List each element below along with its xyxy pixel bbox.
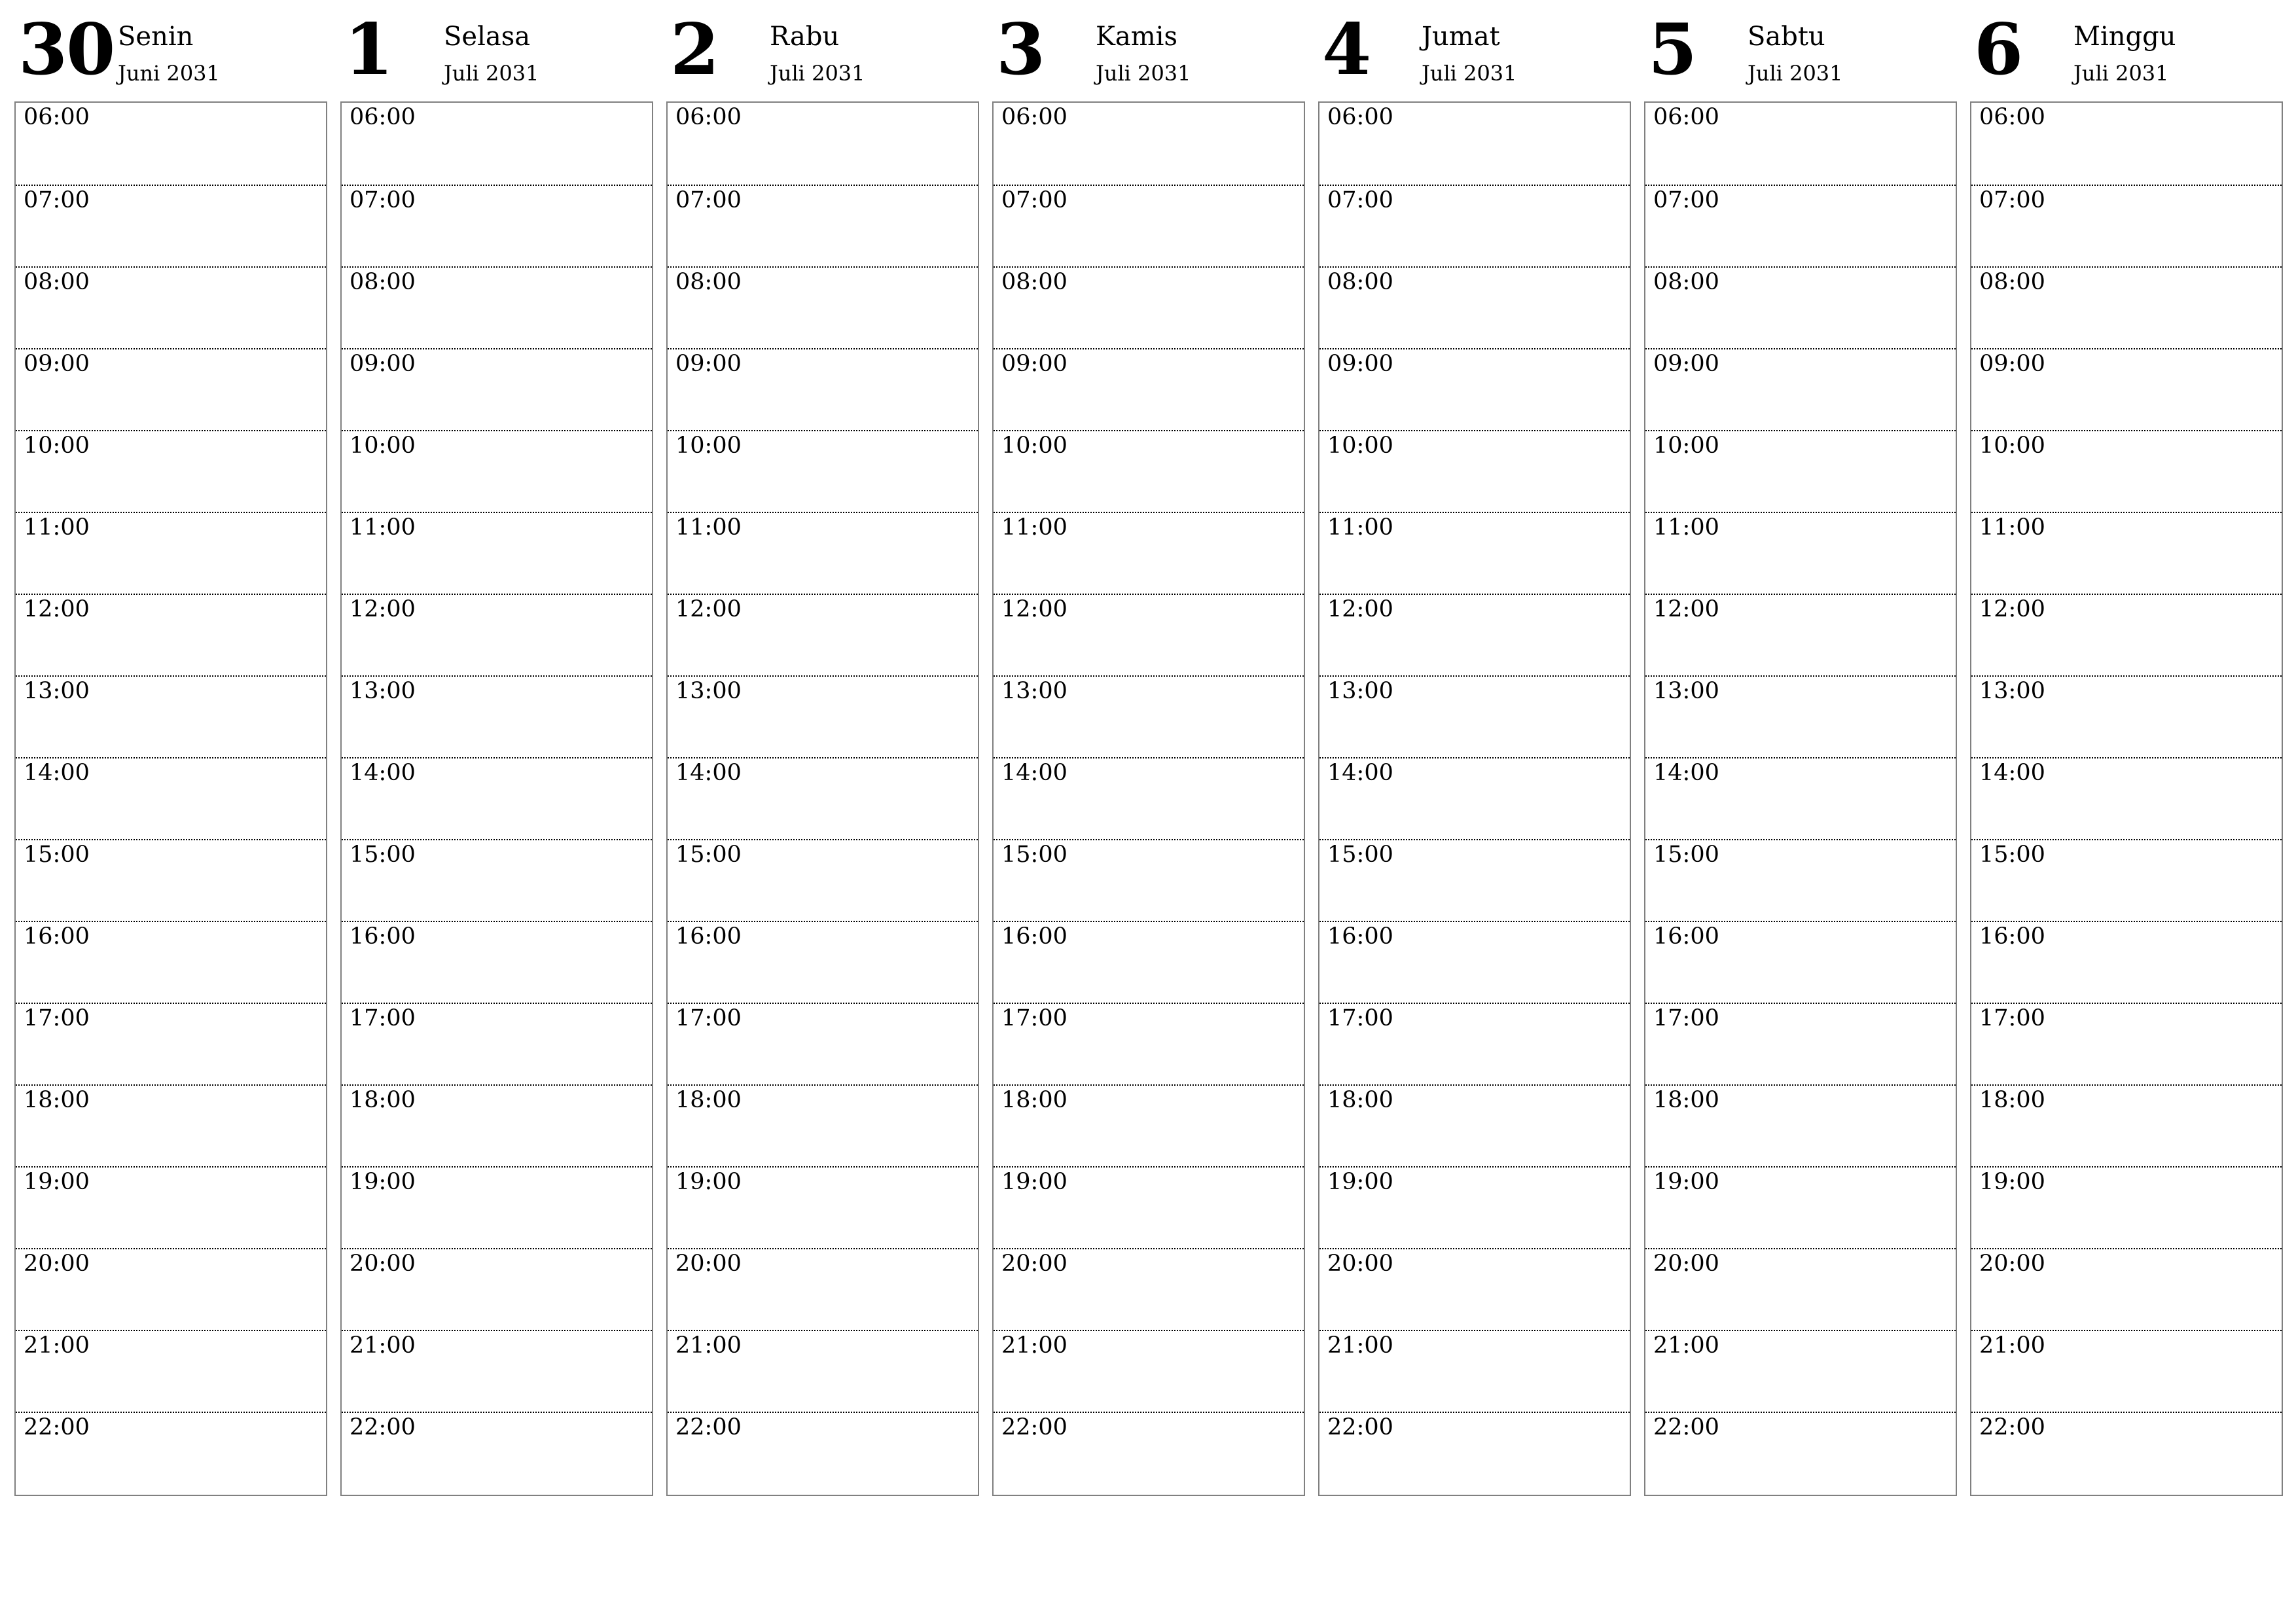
- day-column: [1644, 0, 1957, 1440]
- time-slot[interactable]: [16, 1003, 326, 1084]
- time-slot[interactable]: [16, 1166, 326, 1248]
- time-label: 07:00: [1001, 187, 1067, 213]
- time-label: 16:00: [1327, 923, 1393, 950]
- time-label: 22:00: [1653, 1414, 1719, 1440]
- time-slot[interactable]: [1319, 430, 1630, 512]
- day-schedule-box: [1644, 101, 1957, 1496]
- time-slot[interactable]: [16, 1248, 326, 1330]
- time-slot[interactable]: [16, 430, 326, 512]
- time-slot[interactable]: [1319, 1412, 1630, 1493]
- day-schedule-box: [666, 101, 979, 1496]
- time-label: 20:00: [1979, 1251, 2045, 1277]
- day-month: Juli 2031: [2073, 61, 2169, 86]
- time-slot[interactable]: [668, 185, 978, 266]
- time-slot[interactable]: [1645, 1412, 1956, 1493]
- time-slot[interactable]: [668, 512, 978, 594]
- time-slot[interactable]: [1971, 839, 2282, 921]
- time-slot[interactable]: [342, 839, 652, 921]
- time-label: 06:00: [1001, 104, 1067, 130]
- time-slot[interactable]: [1645, 185, 1956, 266]
- time-slot[interactable]: [342, 430, 652, 512]
- time-slot[interactable]: [1645, 103, 1956, 185]
- time-label: 14:00: [350, 760, 416, 786]
- time-label: 08:00: [350, 269, 416, 295]
- time-slot[interactable]: [342, 1003, 652, 1084]
- time-label: 12:00: [1979, 596, 2045, 622]
- time-label: 11:00: [1653, 514, 1719, 541]
- time-slot[interactable]: [1645, 757, 1956, 839]
- time-label: 21:00: [24, 1332, 90, 1359]
- time-label: 07:00: [1653, 187, 1719, 213]
- day-name: Kamis: [1096, 22, 1177, 52]
- time-label: 21:00: [1327, 1332, 1393, 1359]
- time-label: 13:00: [1653, 678, 1719, 704]
- time-slot[interactable]: [1971, 348, 2282, 430]
- time-label: 07:00: [1327, 187, 1393, 213]
- time-slot[interactable]: [668, 757, 978, 839]
- time-label: 09:00: [1001, 351, 1067, 377]
- time-slot[interactable]: [16, 103, 326, 185]
- day-column: [1318, 0, 1631, 1440]
- time-label: 10:00: [1327, 433, 1393, 459]
- time-label: 11:00: [1001, 514, 1067, 541]
- time-slot[interactable]: [16, 921, 326, 1003]
- time-slot[interactable]: [994, 757, 1304, 839]
- day-month: Juli 2031: [1748, 61, 1843, 86]
- day-number: 2: [670, 9, 719, 91]
- time-slot[interactable]: [1319, 1003, 1630, 1084]
- time-slot[interactable]: [1645, 675, 1956, 757]
- time-label: 14:00: [24, 760, 90, 786]
- time-label: 21:00: [1001, 1332, 1067, 1359]
- time-slot[interactable]: [1319, 757, 1630, 839]
- time-label: 11:00: [1979, 514, 2045, 541]
- time-label: 19:00: [1001, 1169, 1067, 1195]
- time-label: 16:00: [1653, 923, 1719, 950]
- time-slot[interactable]: [342, 185, 652, 266]
- time-label: 17:00: [24, 1005, 90, 1031]
- day-month: Juli 2031: [1096, 61, 1191, 86]
- day-number: 4: [1322, 9, 1371, 91]
- day-header: [14, 0, 327, 101]
- day-header: [340, 0, 653, 101]
- time-slot[interactable]: [1319, 675, 1630, 757]
- time-label: 07:00: [350, 187, 416, 213]
- time-slot[interactable]: [1971, 266, 2282, 348]
- time-slot[interactable]: [1645, 1330, 1956, 1412]
- time-label: 15:00: [1327, 842, 1393, 868]
- time-label: 06:00: [350, 104, 416, 130]
- time-label: 10:00: [350, 433, 416, 459]
- time-slot[interactable]: [1319, 839, 1630, 921]
- time-slot[interactable]: [994, 348, 1304, 430]
- time-slot[interactable]: [1645, 594, 1956, 675]
- time-label: 09:00: [350, 351, 416, 377]
- time-label: 19:00: [1653, 1169, 1719, 1195]
- time-label: 13:00: [350, 678, 416, 704]
- day-header: [666, 0, 979, 101]
- time-label: 20:00: [24, 1251, 90, 1277]
- time-label: 12:00: [1327, 596, 1393, 622]
- day-name: Minggu: [2073, 22, 2176, 52]
- time-slot[interactable]: [1645, 430, 1956, 512]
- time-slot[interactable]: [1319, 1084, 1630, 1166]
- time-slot[interactable]: [1319, 594, 1630, 675]
- time-slot[interactable]: [342, 266, 652, 348]
- time-slot[interactable]: [994, 1248, 1304, 1330]
- time-slot[interactable]: [1971, 921, 2282, 1003]
- time-slot[interactable]: [668, 675, 978, 757]
- time-label: 06:00: [24, 104, 90, 130]
- time-slot[interactable]: [1971, 1084, 2282, 1166]
- time-slot[interactable]: [668, 921, 978, 1003]
- time-label: 08:00: [24, 269, 90, 295]
- time-slot[interactable]: [1971, 1248, 2282, 1330]
- time-slot[interactable]: [342, 757, 652, 839]
- time-slot[interactable]: [16, 348, 326, 430]
- time-label: 22:00: [24, 1414, 90, 1440]
- time-label: 21:00: [1979, 1332, 2045, 1359]
- day-number: 6: [1974, 9, 2022, 91]
- time-label: 15:00: [675, 842, 742, 868]
- time-label: 13:00: [24, 678, 90, 704]
- time-label: 14:00: [1979, 760, 2045, 786]
- day-header: [1644, 0, 1957, 101]
- time-label: 09:00: [1653, 351, 1719, 377]
- time-label: 07:00: [1979, 187, 2045, 213]
- day-number: 1: [344, 9, 393, 91]
- day-name: Selasa: [444, 22, 531, 52]
- time-slot[interactable]: [1971, 757, 2282, 839]
- time-slot[interactable]: [1319, 1330, 1630, 1412]
- time-label: 09:00: [24, 351, 90, 377]
- time-slot[interactable]: [994, 1330, 1304, 1412]
- time-label: 18:00: [350, 1087, 416, 1113]
- time-label: 12:00: [675, 596, 742, 622]
- time-label: 10:00: [1979, 433, 2045, 459]
- time-slot[interactable]: [1319, 348, 1630, 430]
- time-label: 17:00: [1327, 1005, 1393, 1031]
- time-slot[interactable]: [342, 675, 652, 757]
- time-label: 21:00: [350, 1332, 416, 1359]
- time-label: 20:00: [675, 1251, 742, 1277]
- day-schedule-box: [340, 101, 653, 1496]
- time-slot[interactable]: [994, 185, 1304, 266]
- time-slot[interactable]: [994, 266, 1304, 348]
- day-name: Rabu: [770, 22, 840, 52]
- time-label: 12:00: [1001, 596, 1067, 622]
- time-label: 13:00: [675, 678, 742, 704]
- time-label: 19:00: [350, 1169, 416, 1195]
- time-label: 12:00: [350, 596, 416, 622]
- time-label: 17:00: [675, 1005, 742, 1031]
- time-slot[interactable]: [1645, 1248, 1956, 1330]
- time-label: 22:00: [675, 1414, 742, 1440]
- time-slot[interactable]: [342, 1084, 652, 1166]
- time-slot[interactable]: [994, 1084, 1304, 1166]
- time-label: 19:00: [1979, 1169, 2045, 1195]
- time-label: 20:00: [350, 1251, 416, 1277]
- time-slot[interactable]: [1971, 594, 2282, 675]
- time-label: 18:00: [1979, 1087, 2045, 1113]
- day-schedule-box: [1970, 101, 2283, 1496]
- time-label: 06:00: [1653, 104, 1719, 130]
- time-label: 08:00: [1001, 269, 1067, 295]
- time-label: 08:00: [1979, 269, 2045, 295]
- time-slot[interactable]: [16, 512, 326, 594]
- day-name: Senin: [118, 22, 194, 52]
- time-slot[interactable]: [668, 1084, 978, 1166]
- day-number: 3: [996, 9, 1045, 91]
- time-slot[interactable]: [1645, 1084, 1956, 1166]
- time-label: 15:00: [1001, 842, 1067, 868]
- time-label: 13:00: [1327, 678, 1393, 704]
- time-slot[interactable]: [994, 921, 1304, 1003]
- time-slot[interactable]: [16, 1330, 326, 1412]
- time-label: 09:00: [1979, 351, 2045, 377]
- time-label: 14:00: [1001, 760, 1067, 786]
- time-label: 11:00: [24, 514, 90, 541]
- time-label: 10:00: [1001, 433, 1067, 459]
- time-slot[interactable]: [994, 1412, 1304, 1493]
- time-slot[interactable]: [994, 594, 1304, 675]
- time-label: 19:00: [24, 1169, 90, 1195]
- time-label: 22:00: [1327, 1414, 1393, 1440]
- time-slot[interactable]: [1645, 1166, 1956, 1248]
- time-slot[interactable]: [994, 430, 1304, 512]
- time-label: 19:00: [675, 1169, 742, 1195]
- time-label: 14:00: [675, 760, 742, 786]
- time-slot[interactable]: [1971, 1003, 2282, 1084]
- time-label: 08:00: [675, 269, 742, 295]
- time-label: 09:00: [675, 351, 742, 377]
- time-slot[interactable]: [1645, 921, 1956, 1003]
- time-label: 12:00: [1653, 596, 1719, 622]
- time-label: 21:00: [1653, 1332, 1719, 1359]
- time-label: 11:00: [675, 514, 742, 541]
- time-label: 10:00: [24, 433, 90, 459]
- time-slot[interactable]: [668, 1166, 978, 1248]
- time-slot[interactable]: [1319, 1248, 1630, 1330]
- time-slot[interactable]: [1645, 348, 1956, 430]
- time-slot[interactable]: [668, 1412, 978, 1493]
- time-slot[interactable]: [1319, 266, 1630, 348]
- time-label: 20:00: [1327, 1251, 1393, 1277]
- time-slot[interactable]: [1645, 839, 1956, 921]
- time-slot[interactable]: [1971, 1166, 2282, 1248]
- time-slot[interactable]: [16, 1084, 326, 1166]
- time-slot[interactable]: [668, 1248, 978, 1330]
- time-slot[interactable]: [1971, 103, 2282, 185]
- day-number: 30: [18, 9, 115, 91]
- time-slot[interactable]: [1971, 512, 2282, 594]
- time-slot[interactable]: [16, 757, 326, 839]
- time-slot[interactable]: [16, 266, 326, 348]
- time-label: 18:00: [24, 1087, 90, 1113]
- time-label: 17:00: [1653, 1005, 1719, 1031]
- time-label: 16:00: [350, 923, 416, 950]
- time-slot[interactable]: [994, 103, 1304, 185]
- time-slot[interactable]: [1971, 430, 2282, 512]
- time-label: 16:00: [1001, 923, 1067, 950]
- time-label: 18:00: [1653, 1087, 1719, 1113]
- time-slot[interactable]: [342, 594, 652, 675]
- time-label: 06:00: [1979, 104, 2045, 130]
- time-label: 06:00: [675, 104, 742, 130]
- time-label: 15:00: [1979, 842, 2045, 868]
- time-slot[interactable]: [1645, 1003, 1956, 1084]
- time-label: 20:00: [1653, 1251, 1719, 1277]
- time-slot[interactable]: [994, 1003, 1304, 1084]
- time-slot[interactable]: [1319, 185, 1630, 266]
- time-slot[interactable]: [1319, 103, 1630, 185]
- day-header: [992, 0, 1305, 101]
- time-label: 22:00: [1001, 1414, 1067, 1440]
- time-slot[interactable]: [342, 1248, 652, 1330]
- day-column: [992, 0, 1305, 1440]
- time-label: 14:00: [1653, 760, 1719, 786]
- time-label: 17:00: [1979, 1005, 2045, 1031]
- time-slot[interactable]: [668, 839, 978, 921]
- day-schedule-box: [1318, 101, 1631, 1496]
- time-label: 10:00: [675, 433, 742, 459]
- time-slot[interactable]: [994, 512, 1304, 594]
- time-label: 07:00: [675, 187, 742, 213]
- time-label: 22:00: [350, 1414, 416, 1440]
- time-slot[interactable]: [994, 839, 1304, 921]
- day-schedule-box: [14, 101, 327, 1496]
- time-slot[interactable]: [1319, 921, 1630, 1003]
- time-label: 12:00: [24, 596, 90, 622]
- day-name: Jumat: [1422, 22, 1500, 52]
- time-slot[interactable]: [1971, 1412, 2282, 1493]
- time-slot[interactable]: [1645, 266, 1956, 348]
- time-slot[interactable]: [668, 1003, 978, 1084]
- time-label: 21:00: [675, 1332, 742, 1359]
- time-slot[interactable]: [342, 1330, 652, 1412]
- time-slot[interactable]: [1971, 1330, 2282, 1412]
- day-name: Sabtu: [1748, 22, 1825, 52]
- day-month: Juli 2031: [770, 61, 865, 86]
- time-slot[interactable]: [342, 348, 652, 430]
- time-label: 10:00: [1653, 433, 1719, 459]
- time-label: 15:00: [350, 842, 416, 868]
- day-month: Juni 2031: [118, 61, 220, 86]
- time-label: 20:00: [1001, 1251, 1067, 1277]
- time-label: 14:00: [1327, 760, 1393, 786]
- time-label: 18:00: [1001, 1087, 1067, 1113]
- time-slot[interactable]: [16, 185, 326, 266]
- day-month: Juli 2031: [444, 61, 539, 86]
- time-slot[interactable]: [342, 512, 652, 594]
- day-header: [1318, 0, 1631, 101]
- time-slot[interactable]: [668, 266, 978, 348]
- day-number: 5: [1648, 9, 1696, 91]
- day-column: [1970, 0, 2283, 1440]
- time-label: 16:00: [24, 923, 90, 950]
- time-slot[interactable]: [994, 1166, 1304, 1248]
- time-slot[interactable]: [668, 1330, 978, 1412]
- time-label: 13:00: [1001, 678, 1067, 704]
- time-label: 15:00: [24, 842, 90, 868]
- time-slot[interactable]: [1645, 512, 1956, 594]
- day-column: [666, 0, 979, 1440]
- time-label: 13:00: [1979, 678, 2045, 704]
- time-slot[interactable]: [342, 1166, 652, 1248]
- day-header: [1970, 0, 2283, 101]
- time-label: 07:00: [24, 187, 90, 213]
- time-label: 22:00: [1979, 1414, 2045, 1440]
- day-schedule-box: [992, 101, 1305, 1496]
- time-label: 19:00: [1327, 1169, 1393, 1195]
- time-slot[interactable]: [1971, 675, 2282, 757]
- time-slot[interactable]: [994, 675, 1304, 757]
- time-label: 17:00: [1001, 1005, 1067, 1031]
- time-slot[interactable]: [668, 594, 978, 675]
- time-slot[interactable]: [16, 1412, 326, 1493]
- time-slot[interactable]: [16, 594, 326, 675]
- day-column: [340, 0, 653, 1440]
- time-slot[interactable]: [668, 348, 978, 430]
- time-label: 11:00: [1327, 514, 1393, 541]
- time-label: 06:00: [1327, 104, 1393, 130]
- time-slot[interactable]: [16, 675, 326, 757]
- time-label: 18:00: [675, 1087, 742, 1113]
- time-label: 18:00: [1327, 1087, 1393, 1113]
- time-slot[interactable]: [1319, 1166, 1630, 1248]
- time-label: 08:00: [1653, 269, 1719, 295]
- time-slot[interactable]: [342, 1412, 652, 1493]
- time-slot[interactable]: [342, 921, 652, 1003]
- time-label: 09:00: [1327, 351, 1393, 377]
- time-label: 15:00: [1653, 842, 1719, 868]
- time-slot[interactable]: [1319, 512, 1630, 594]
- time-slot[interactable]: [668, 430, 978, 512]
- time-slot[interactable]: [16, 839, 326, 921]
- time-label: 16:00: [1979, 923, 2045, 950]
- time-label: 11:00: [350, 514, 416, 541]
- day-month: Juli 2031: [1422, 61, 1517, 86]
- time-label: 17:00: [350, 1005, 416, 1031]
- day-column: [14, 0, 327, 1440]
- time-slot[interactable]: [342, 103, 652, 185]
- time-slot[interactable]: [668, 103, 978, 185]
- time-slot[interactable]: [1971, 185, 2282, 266]
- time-label: 08:00: [1327, 269, 1393, 295]
- time-label: 16:00: [675, 923, 742, 950]
